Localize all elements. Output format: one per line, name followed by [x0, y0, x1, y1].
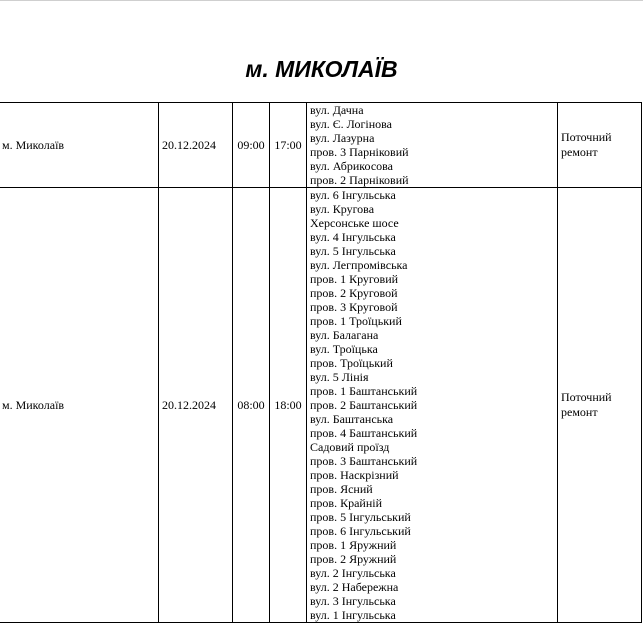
street-line: вул. Є. Логінова — [310, 117, 392, 131]
streets-cell — [307, 103, 558, 188]
work-type-text: Поточний ремонт — [561, 130, 612, 159]
page-title: м. МИКОЛАЇВ — [245, 56, 398, 82]
top-rule — [0, 0, 643, 1]
street-line: вул. Баштанська — [310, 412, 394, 426]
table-row — [0, 188, 642, 623]
street-line: пров. 1 Круговий — [310, 272, 399, 286]
city-cell: м. Миколаїв — [0, 188, 159, 623]
street-line: вул. 3 Інгульська — [310, 594, 396, 608]
work-type-cell — [558, 103, 642, 188]
street-line: Садовий проїзд — [310, 440, 390, 454]
work-type-cell — [558, 188, 642, 623]
date-cell: 20.12.2024 — [159, 103, 233, 188]
street-line: пров. Ясний — [310, 482, 373, 496]
start-time-cell: 09:00 — [233, 103, 270, 188]
outage-table — [0, 102, 642, 623]
street-line: пров. 3 Парніковий — [310, 145, 409, 159]
work-type-text: Поточний ремонт — [561, 390, 612, 419]
street-line: пров. 6 Інгульський — [310, 524, 411, 538]
start-time-cell: 08:00 — [233, 188, 270, 623]
outage-table-body — [0, 103, 642, 623]
street-line: пров. Наскрізний — [310, 468, 399, 482]
street-line: вул. Абрикосова — [310, 159, 393, 173]
street-line: вул. Лазурна — [310, 131, 375, 145]
street-line: пров. 2 Круговой — [310, 286, 398, 300]
street-line: пров. 2 Яружний — [310, 552, 397, 566]
street-line: вул. 4 Інгульська — [310, 230, 396, 244]
end-time-cell: 17:00 — [270, 103, 307, 188]
city-cell: м. Миколаїв — [0, 103, 159, 188]
street-line: пров. Крайній — [310, 496, 383, 510]
table-row — [0, 103, 642, 188]
street-line: пров. 1 Троїцький — [310, 314, 402, 328]
street-line: пров. 2 Баштанський — [310, 398, 418, 412]
street-line: вул. Кругова — [310, 202, 375, 216]
street-line: Херсонське шосе — [310, 216, 399, 230]
street-line: пров. 3 Круговой — [310, 300, 398, 314]
street-line: вул. 6 Інгульська — [310, 188, 396, 202]
street-line: пров. 4 Баштанський — [310, 426, 418, 440]
street-line: вул. Троїцька — [310, 342, 378, 356]
street-line: пров. 2 Парніковий — [310, 173, 409, 187]
streets-cell — [307, 188, 558, 623]
date-cell: 20.12.2024 — [159, 188, 233, 623]
street-line: вул. 2 Інгульська — [310, 566, 396, 580]
street-line: вул. 5 Лінія — [310, 370, 369, 384]
street-line: вул. Балагана — [310, 328, 379, 342]
street-line: пров. 3 Баштанський — [310, 454, 418, 468]
street-line: пров. 1 Баштанський — [310, 384, 418, 398]
street-line: пров. 5 Інгульський — [310, 510, 411, 524]
street-line: пров. Троїцький — [310, 356, 393, 370]
street-line: вул. Легпромівська — [310, 258, 408, 272]
street-line: вул. 2 Набережна — [310, 580, 399, 594]
street-line: вул. Дачна — [310, 103, 364, 117]
street-line: вул. 1 Інгульська — [310, 608, 396, 622]
end-time-cell: 18:00 — [270, 188, 307, 623]
street-line: вул. 5 Інгульська — [310, 244, 396, 258]
street-line: пров. 1 Яружний — [310, 538, 397, 552]
